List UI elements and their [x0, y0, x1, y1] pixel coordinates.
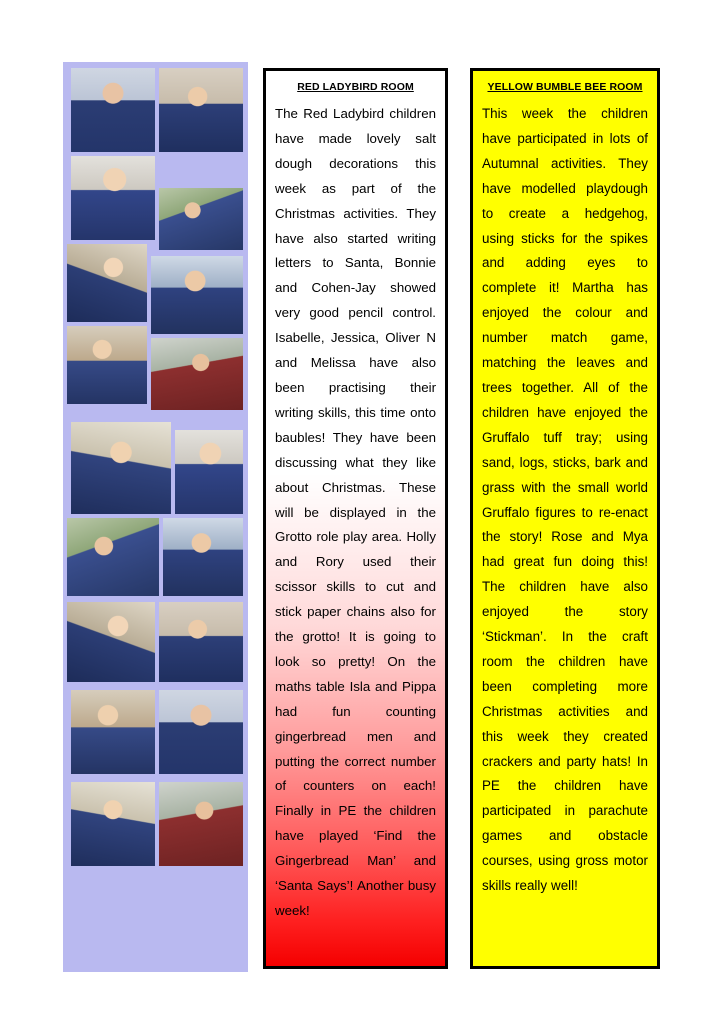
yellow-bumble-bee-room-panel [470, 68, 660, 969]
collage-photo [71, 68, 155, 152]
collage-photo [71, 422, 171, 514]
collage-photo [71, 782, 155, 866]
collage-photo [71, 690, 155, 774]
red-ladybird-room-title: RED LADYBIRD ROOM [297, 81, 414, 93]
collage-photo [67, 326, 147, 404]
photo-collage [63, 62, 248, 972]
collage-photo [151, 256, 243, 334]
collage-photo [163, 518, 243, 596]
collage-photo [67, 602, 155, 682]
collage-photo [151, 338, 243, 410]
collage-photo [67, 518, 159, 596]
red-ladybird-room-body: The Red Ladybird children have made lovely salt dough decorations this week as part of the Christmas activities. They have also started writing letters to Santa, Bonnie and Cohen-Jay showed very good pencil control. Isabelle, Jessica, Oliver N and Melissa have also been practising their writing skills, this time onto baubles! They have been discussing what they like about Christmas. These will be displayed in the Grotto role play area. Holly and Rory used their scissor skills to cut and stick paper chains also for the grotto! It is going to look so pretty! On the maths table Isla and Pippa had fun counting gingerbread men and putting the correct number of counters on each! Finally in PE the children have played ‘Find the Gingerbread Man’ and ‘Santa Says’! Another busy week! [275, 106, 436, 918]
collage-photo [159, 68, 243, 152]
yellow-bumble-bee-room-title: YELLOW BUMBLE BEE ROOM [487, 81, 643, 93]
collage-photo [71, 156, 155, 240]
collage-photo [159, 602, 243, 682]
collage-photo [159, 188, 243, 250]
photo-grid [63, 62, 248, 972]
collage-photo [159, 690, 243, 774]
yellow-bumble-bee-room-body: This week the children have participated in lots of Autumnal activities. They have modelled playdough to create a hedgehog, using sticks for the spikes and adding eyes to complete it! Martha has enjoyed the colour and number match game, matching the leaves and trees together. All of the children have enjoyed the Gruffalo tuff tray; using sand, logs, sticks, bark and grass with the small world Gruffalo figures to re-enact the story! Rose and Mya had great fun doing this! The children have also enjoyed the story ‘Stickman’. In the craft room the children have been completing more Christmas activities and this week they created crackers and party hats! In PE the children have participated in parachute games and obstacle courses, using gross motor skills really well! [482, 106, 648, 894]
collage-photo [67, 244, 147, 322]
red-ladybird-room-panel [263, 68, 448, 969]
collage-photo [175, 430, 243, 514]
collage-photo [159, 782, 243, 866]
